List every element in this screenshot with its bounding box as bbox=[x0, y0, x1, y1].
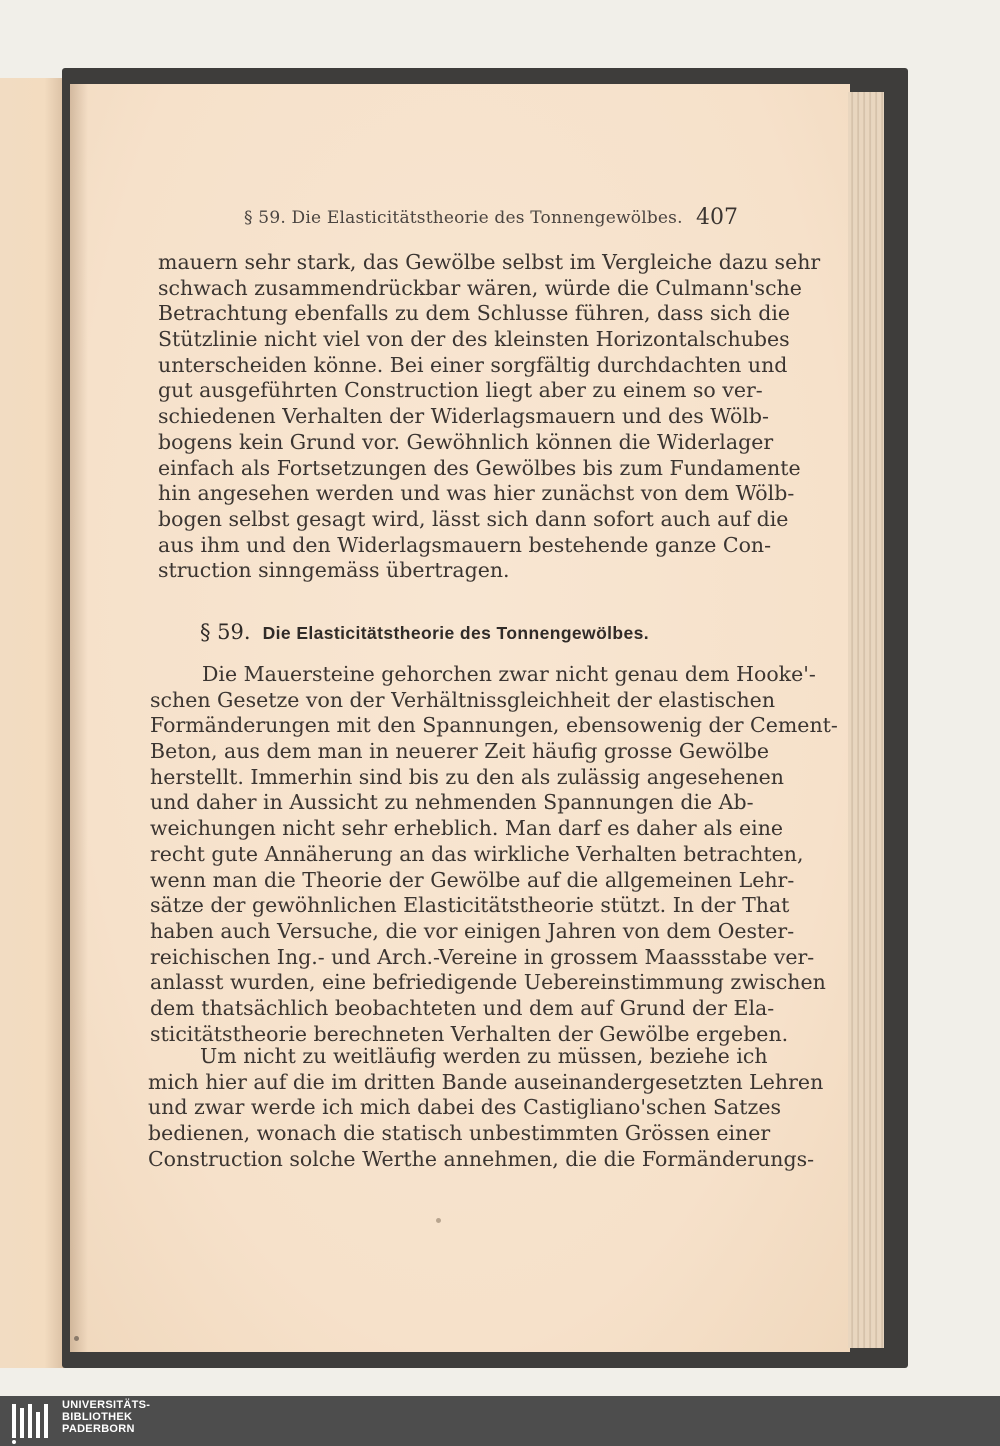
section-title: Die Elasticitätstheorie des Tonnengewölbes. bbox=[262, 623, 650, 643]
text-line: anlasst wurden, eine befriedigende Uebereinstimmung zwischen bbox=[150, 970, 826, 995]
text-line: haben auch Versuche, die vor einigen Jahren von dem Oester- bbox=[150, 918, 795, 943]
text-line: bedienen, wonach die statisch unbestimmten Grössen einer bbox=[148, 1121, 771, 1146]
text-line: Formänderungen mit den Spannungen, ebensowenig der Cement- bbox=[150, 713, 838, 738]
page-edges bbox=[848, 92, 884, 1348]
text-line: hin angesehen werden und was hier zunächst von dem Wölb- bbox=[158, 481, 795, 506]
text-line: Beton, aus dem man in neuerer Zeit häufig grosse Gewölbe bbox=[150, 739, 770, 764]
logo-line: BIBLIOTHEK bbox=[62, 1411, 133, 1423]
text-line: schiedenen Verhalten der Widerlagsmauern und des Wölb- bbox=[158, 404, 769, 429]
text-line: herstellt. Immerhin sind bis zu den als zulässig angesehenen bbox=[150, 764, 784, 789]
logo-line: PADERBORN bbox=[62, 1423, 135, 1435]
text-line: Betrachtung ebenfalls zu dem Schlusse führen, dass sich die bbox=[158, 301, 791, 326]
text-line: Die Mauersteine gehorchen zwar nicht genau dem Hooke'- bbox=[202, 662, 816, 686]
text-line: und daher in Aussicht zu nehmenden Spannungen die Ab- bbox=[150, 790, 754, 815]
text-line: sätze der gewöhnlichen Elasticitätstheorie stützt. In der That bbox=[150, 893, 790, 918]
text-line: unterscheiden könne. Bei einer sorgfältig durchdachten und bbox=[158, 352, 788, 377]
library-logo-text bbox=[62, 1399, 150, 1435]
page-number: 407 bbox=[696, 205, 738, 230]
text-line: schwach zusammendrückbar wären, würde die Culmann'sche bbox=[158, 275, 802, 300]
logo-line: UNIVERSITÄTS- bbox=[62, 1399, 151, 1411]
text-line: mauern sehr stark, das Gewölbe selbst im Vergleiche dazu sehr bbox=[158, 250, 821, 274]
running-header: § 59. Die Elasticitätstheorie des Tonnengewölbes. bbox=[244, 208, 683, 228]
text-line: wenn man die Theorie der Gewölbe auf die allgemeinen Lehr- bbox=[150, 867, 795, 892]
text-line: aus ihm und den Widerlagsmauern bestehende ganze Con- bbox=[158, 532, 772, 557]
gutter-shadow bbox=[70, 84, 88, 1352]
text-line: recht gute Annäherung an das wirkliche Verhalten betrachten, bbox=[150, 841, 804, 866]
text-line: dem thatsächlich beobachteten und dem auf Grund der Ela- bbox=[150, 995, 775, 1020]
page-speck bbox=[436, 1218, 441, 1223]
section-number: § 59. bbox=[200, 620, 251, 644]
text-line: Construction solche Werthe annehmen, die die Formänderungs- bbox=[148, 1146, 815, 1171]
paragraph-1 bbox=[150, 662, 838, 1047]
continued-paragraph bbox=[158, 250, 821, 584]
text-line: weichungen nicht sehr erheblich. Man darf es daher als eine bbox=[150, 816, 784, 841]
text-line: bogens kein Grund vor. Gewöhnlich können die Widerlager bbox=[158, 429, 774, 454]
text-line: Um nicht zu weitläufig werden zu müssen, beziehe ich bbox=[200, 1044, 768, 1068]
paragraph-2 bbox=[148, 1044, 824, 1172]
text-line: Stützlinie nicht viel von der des kleinsten Horizontalschubes bbox=[158, 327, 790, 352]
text-line: mich hier auf die im dritten Bande auseinandergesetzten Lehren bbox=[148, 1069, 824, 1094]
text-line: einfach als Fortsetzungen des Gewölbes bis zum Fundamente bbox=[158, 455, 801, 480]
text-line: gut ausgeführten Construction liegt aber zu einem so ver- bbox=[158, 378, 763, 403]
text-line: schen Gesetze von der Verhältnissgleichheit der elastischen bbox=[150, 687, 776, 712]
text-line: struction sinngemäss übertragen. bbox=[158, 558, 510, 583]
page-speck bbox=[74, 1336, 79, 1341]
text-line: reichischen Ing.- und Arch.-Vereine in grossem Maassstabe ver- bbox=[150, 944, 815, 969]
text-line: bogen selbst gesagt wird, lässt sich dann sofort auch auf die bbox=[158, 506, 789, 531]
section-heading bbox=[200, 620, 649, 644]
text-line: und zwar werde ich mich dabei des Castigliano'schen Satzes bbox=[148, 1095, 781, 1120]
library-logo-icon bbox=[10, 1400, 54, 1444]
text-line: sticitätstheorie berechneten Verhalten der Gewölbe ergeben. bbox=[150, 1021, 789, 1046]
